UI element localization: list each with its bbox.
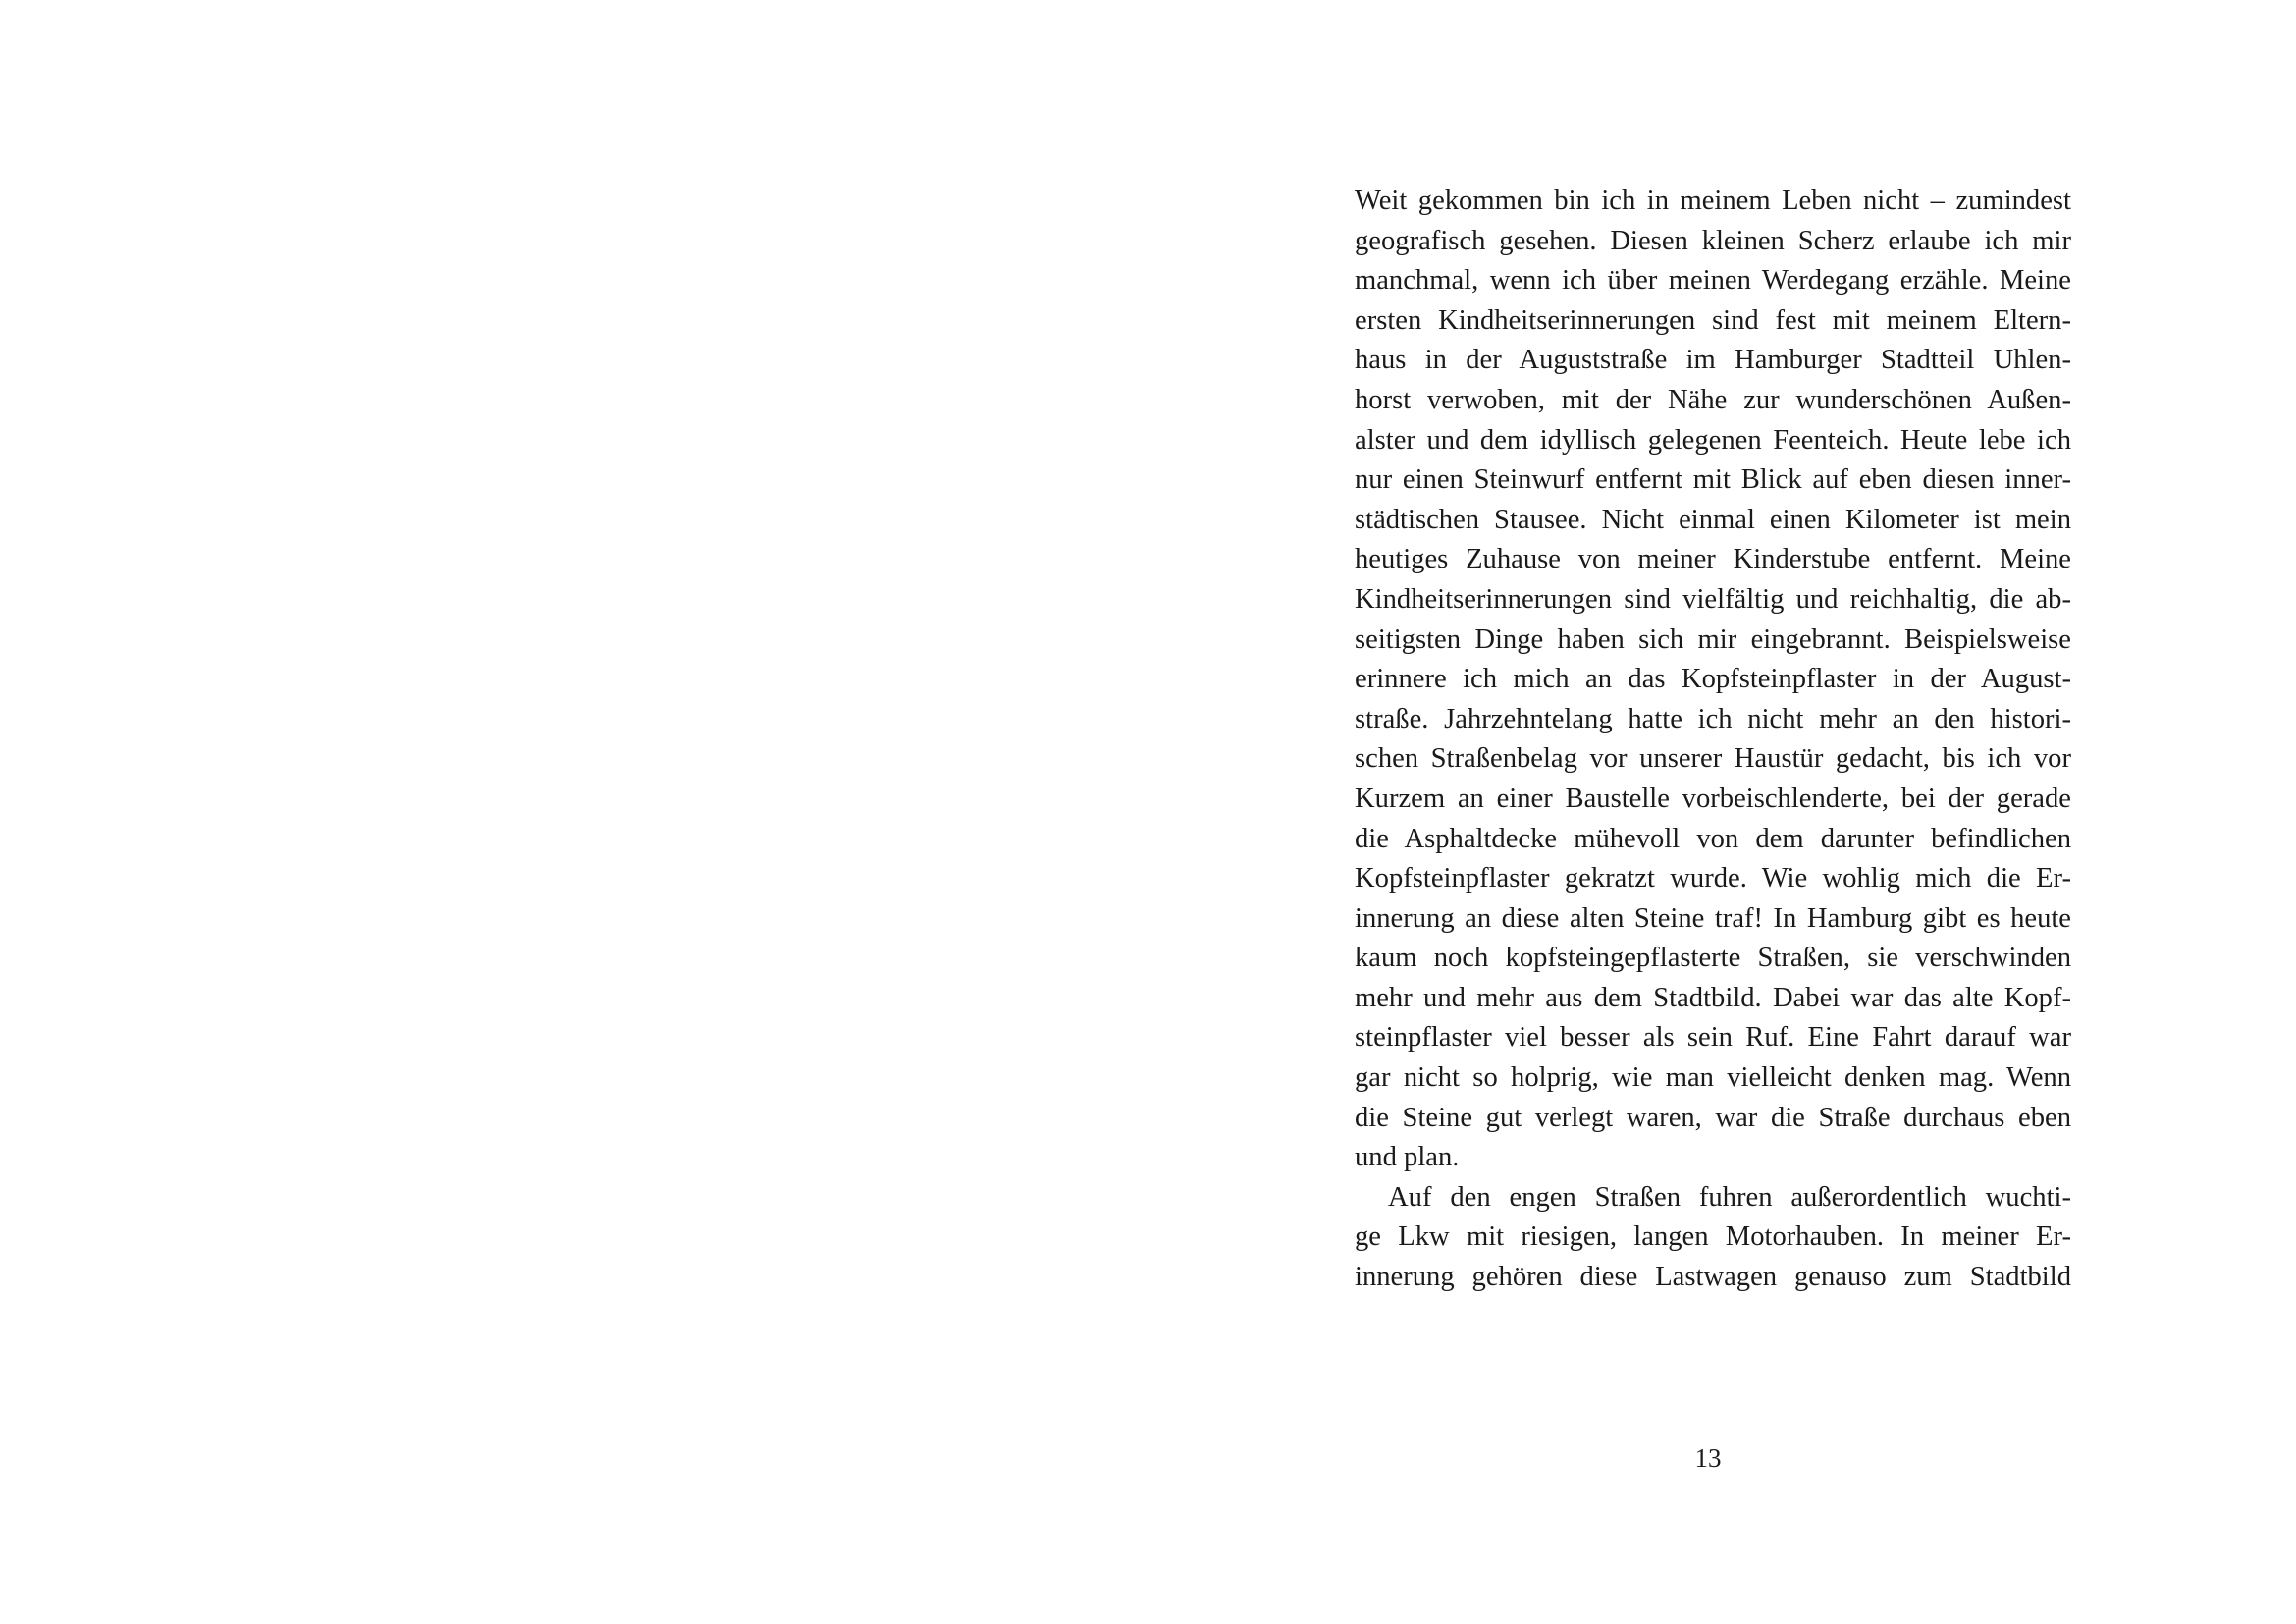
text-line: gar nicht so holprig, wie man vielleicht denken mag. Wenn <box>1355 1062 2071 1094</box>
text-line: ge Lkw mit riesigen, langen Motorhauben. In meiner Er- <box>1355 1221 2071 1253</box>
text-line: geografisch gesehen. Diesen kleinen Scherz erlaube ich mir <box>1355 225 2071 256</box>
text-line: haus in der Auguststraße im Hamburger Stadtteil Uhlen- <box>1355 345 2071 376</box>
text-line: und plan. <box>1355 1142 1460 1173</box>
text-line: Kurzem an einer Baustelle vorbeischlenderte, bei der gerade <box>1355 783 2071 814</box>
text-line: mehr und mehr aus dem Stadtbild. Dabei war das alte Kopf- <box>1355 982 2071 1013</box>
text-line: kaum noch kopfsteingepflasterte Straßen, sie verschwinden <box>1355 943 2071 974</box>
text-line: erinnere ich mich an das Kopfsteinpflaster in der August- <box>1355 664 2071 695</box>
text-line: horst verwoben, mit der Nähe zur wunderschönen Außen- <box>1355 384 2071 415</box>
text-line: schen Straßenbelag vor unserer Haustür gedacht, bis ich vor <box>1355 743 2071 775</box>
text-line: straße. Jahrzehntelang hatte ich nicht mehr an den histori- <box>1355 703 2071 734</box>
text-line: heutiges Zuhause von meiner Kinderstube entfernt. Meine <box>1355 544 2071 575</box>
text-line: innerung gehören diese Lastwagen genauso zum Stadtbild <box>1355 1262 2071 1293</box>
text-line: Weit gekommen bin ich in meinem Leben nicht – zumindest <box>1355 186 2071 216</box>
text-line: Kopfsteinpflaster gekratzt wurde. Wie wohlig mich die Er- <box>1355 863 2071 894</box>
text-line: seitigsten Dinge haben sich mir eingebrannt. Beispielsweise <box>1355 623 2071 655</box>
text-line: nur einen Steinwurf entfernt mit Blick auf eben diesen inner- <box>1355 464 2071 496</box>
text-line: ersten Kindheitserinnerungen sind fest mit meinem Eltern- <box>1355 304 2071 336</box>
text-line: manchmal, wenn ich über meinen Werdegang erzähle. Meine <box>1355 265 2071 297</box>
page-number: 13 <box>1694 1443 1722 1473</box>
text-line: städtischen Stausee. Nicht einmal einen Kilometer ist mein <box>1355 504 2071 535</box>
text-line: die Asphaltdecke mühevoll von dem darunter befindlichen <box>1355 823 2071 854</box>
text-line: die Steine gut verlegt waren, war die Straße durchaus eben <box>1355 1102 2071 1133</box>
text-line: Kindheitserinnerungen sind vielfältig und reichhaltig, die ab- <box>1355 583 2071 615</box>
text-line: alster und dem idyllisch gelegenen Feenteich. Heute lebe ich <box>1355 424 2071 456</box>
text-line: Auf den engen Straßen fuhren außerordentlich wuchti- <box>1388 1181 2071 1213</box>
text-line: steinpflaster viel besser als sein Ruf. Eine Fahrt darauf war <box>1355 1022 2071 1054</box>
text-line: innerung an diese alten Steine traf! In Hamburg gibt es heute <box>1355 902 2071 934</box>
right-page <box>1148 0 2296 1624</box>
body-text <box>1355 182 2071 1298</box>
